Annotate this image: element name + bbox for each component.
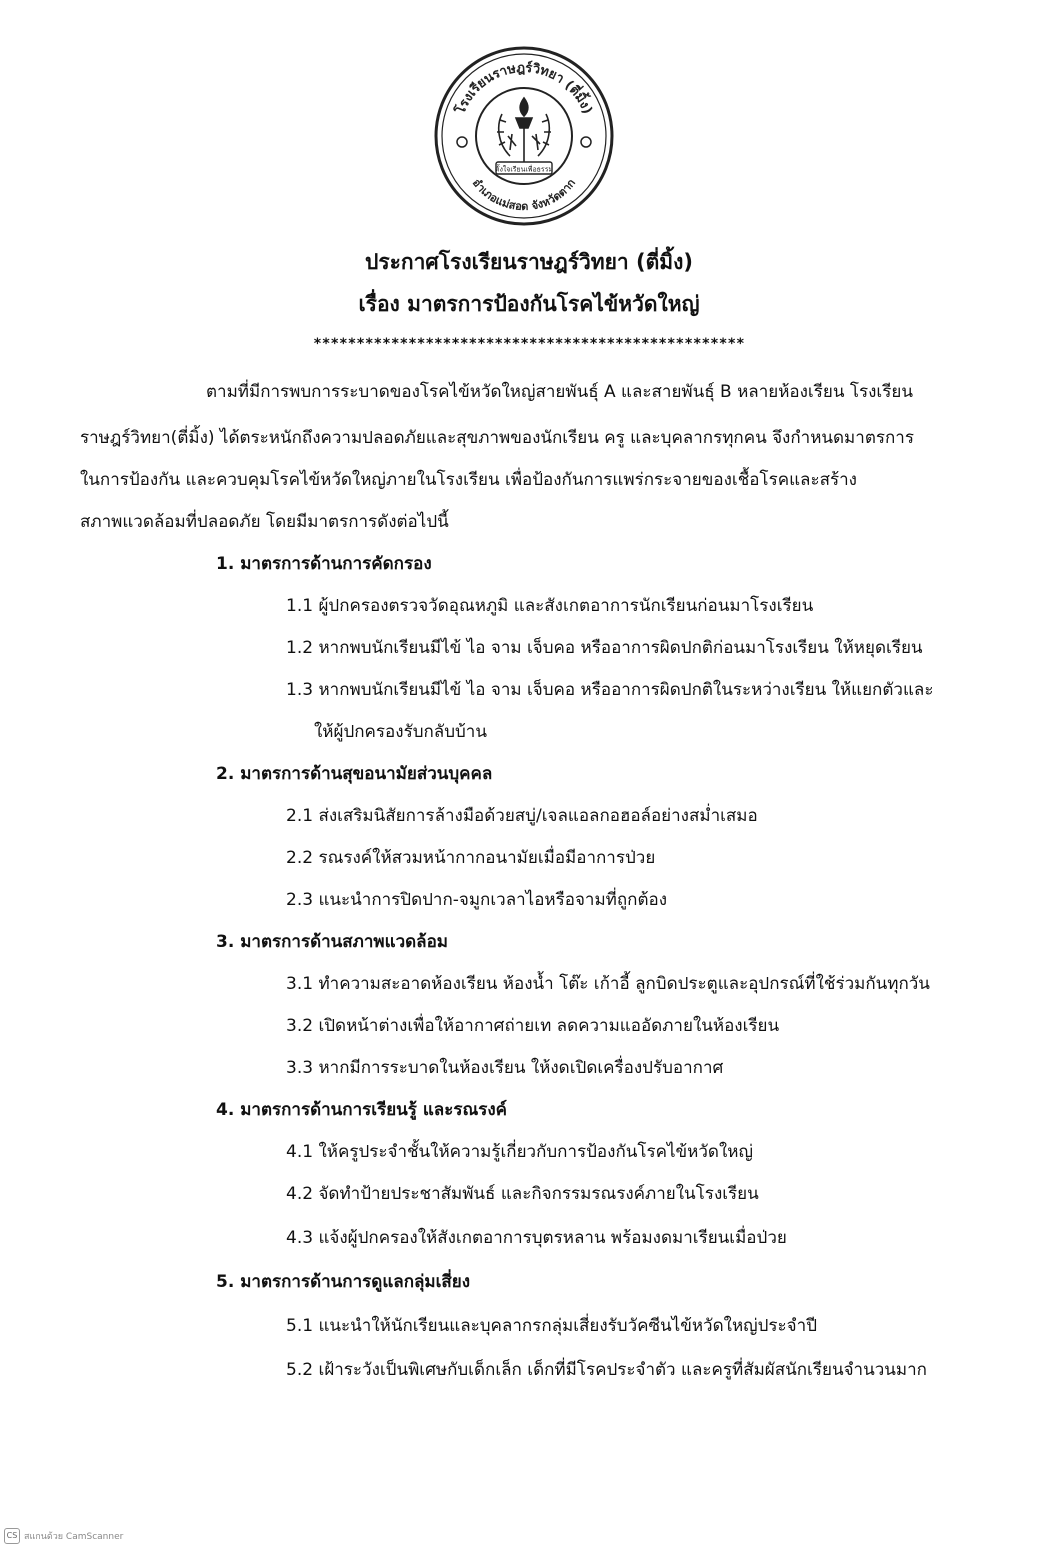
scanner-watermark xyxy=(4,1528,123,1544)
intro-line: ตามที่มีการพบการระบาดของโรคไข้หวัดใหญ่สายพันธุ์ A และสายพันธุ์ B หลายห้องเรียน โรงเรียน xyxy=(206,382,913,402)
seal-bottom-text: อำเภอแม่สอด จังหวัดตาก xyxy=(469,176,579,214)
camscanner-icon: CS xyxy=(4,1528,20,1544)
measure-item: 1.2 หากพบนักเรียนมีไข้ ไอ จาม เจ็บคอ หรืออาการผิดปกติก่อนมาโรงเรียน ให้หยุดเรียน xyxy=(286,638,923,658)
measure-item-continuation: ให้ผู้ปกครองรับกลับบ้าน xyxy=(314,722,487,742)
svg-text:อำเภอแม่สอด จังหวัดตาก xyxy=(470,176,578,213)
measure-item: 4.1 ให้ครูประจำชั้นให้ความรู้เกี่ยวกับการป้องกันโรคไข้หวัดใหญ่ xyxy=(286,1142,753,1162)
asterisk-divider: ************************************************** xyxy=(313,336,745,352)
seal-banner-text: ตั้งใจเรียนเพื่อธรรม xyxy=(494,165,554,174)
measure-item: 4.2 จัดทำป้ายประชาสัมพันธ์ และกิจกรรมรณรงค์ภายในโรงเรียน xyxy=(286,1184,759,1204)
intro-line: ในการป้องกัน และควบคุมโรคไข้หวัดใหญ่ภายในโรงเรียน เพื่อป้องกันการแพร่กระจายของเชื้อโรคและสร้าง xyxy=(80,470,857,490)
section-heading: 1. มาตรการด้านการคัดกรอง xyxy=(216,554,432,574)
scanner-watermark-text: สแกนด้วย CamScanner xyxy=(24,1532,124,1542)
measure-item: 1.1 ผู้ปกครองตรวจวัดอุณหภูมิ และสังเกตอาการนักเรียนก่อนมาโรงเรียน xyxy=(286,596,814,616)
section-heading: 5. มาตรการด้านการดูแลกลุ่มเสี่ยง xyxy=(216,1272,471,1292)
measure-item: 5.2 เฝ้าระวังเป็นพิเศษกับเด็กเล็ก เด็กที่มีโรคประจำตัว และครูที่สัมผัสนักเรียนจำนวนมาก xyxy=(286,1360,927,1380)
seal-top-text: โรงเรียนราษฎร์วิทยา (ตี่มิ้ง) xyxy=(453,60,595,117)
measure-item: 3.3 หากมีการระบาดในห้องเรียน ให้งดเปิดเครื่องปรับอากาศ xyxy=(286,1058,724,1078)
measure-item: 4.3 แจ้งผู้ปกครองให้สังเกตอาการบุตรหลาน พร้อมงดมาเรียนเมื่อป่วย xyxy=(286,1228,787,1248)
measure-item: 1.3 หากพบนักเรียนมีไข้ ไอ จาม เจ็บคอ หรืออาการผิดปกติในระหว่างเรียน ให้แยกตัวและ xyxy=(286,680,934,700)
measure-item: 3.2 เปิดหน้าต่างเพื่อให้อากาศถ่ายเท ลดความแออัดภายในห้องเรียน xyxy=(286,1016,780,1036)
measure-item: 2.3 แนะนำการปิดปาก-จมูกเวลาไอหรือจามที่ถูกต้อง xyxy=(286,890,668,910)
torch-emblem-icon xyxy=(497,98,551,162)
measure-item: 5.1 แนะนำให้นักเรียนและบุคลากรกลุ่มเสี่ยงรับวัคซีนไข้หวัดใหญ่ประจำปี xyxy=(286,1316,817,1336)
announcement-title: ประกาศโรงเรียนราษฎร์วิทยา (ตี่มิ้ง) xyxy=(365,250,693,274)
school-seal-logo xyxy=(432,44,616,228)
measure-item: 3.1 ทำความสะอาดห้องเรียน ห้องน้ำ โต๊ะ เก้าอี้ ลูกบิดประตูและอุปกรณ์ที่ใช้ร่วมกันทุกวัน xyxy=(286,974,930,994)
intro-line: สภาพแวดล้อมที่ปลอดภัย โดยมีมาตรการดังต่อไปนี้ xyxy=(80,512,449,532)
section-heading: 4. มาตรการด้านการเรียนรู้ และรณรงค์ xyxy=(216,1100,508,1120)
section-heading: 2. มาตรการด้านสุขอนามัยส่วนบุคคล xyxy=(216,764,493,784)
announcement-subject: เรื่อง มาตรการป้องกันโรคไข้หวัดใหญ่ xyxy=(358,292,700,316)
measure-item: 2.2 รณรงค์ให้สวมหน้ากากอนามัยเมื่อมีอาการป่วย xyxy=(286,848,656,868)
section-heading: 3. มาตรการด้านสภาพแวดล้อม xyxy=(216,932,449,952)
intro-line: ราษฎร์วิทยา(ตี่มิ้ง) ได้ตระหนักถึงความปลอดภัยและสุขภาพของนักเรียน ครู และบุคลากรทุกคน จึงกำหนดมาตรการ xyxy=(80,428,914,448)
measure-item: 2.1 ส่งเสริมนิสัยการล้างมือด้วยสบู่/เจลแอลกอฮอล์อย่างสม่ำเสมอ xyxy=(286,806,758,826)
